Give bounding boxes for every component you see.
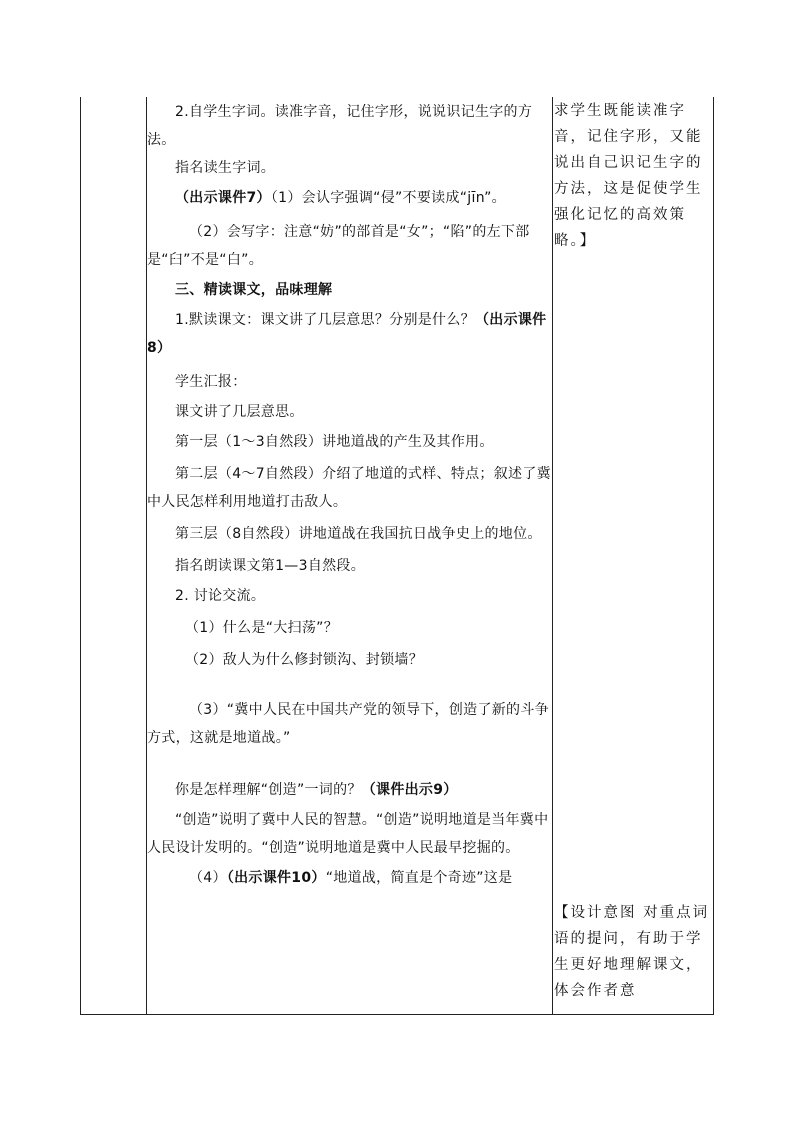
text: “地道战，简直是个奇迹”这是 [325,870,513,886]
text: （1）会认字强调“侵”不要读成“jīn”。 [270,190,506,206]
paragraph-courseware-7 [147,184,551,212]
text: 课文讲了几层意思。 [175,404,304,420]
text: 学生汇报： [175,374,247,390]
text: 指名读生字词。 [175,160,276,176]
paragraph-student-report [147,368,551,396]
table-bottom-border [80,1014,713,1015]
bold-text: （出示课件8） [147,312,547,356]
text: （4） [189,870,227,886]
paragraph-layer-1 [147,428,551,456]
bold-text: （出示课件7） [175,190,271,206]
paragraph-writing-notes [147,218,551,274]
paragraph-read-aloud [147,552,551,580]
text: （2）敌人为什么修封锁沟、封锁墙？ [185,652,424,668]
text: 2. 讨论交流。 [175,588,266,604]
text: （2）会写字：注意“妨”的部首是“女”；“陷”的左下部是“臼”不是“白”。 [147,224,530,268]
text: 你是怎样理解“创造”一词的？ [175,782,362,798]
text: 2.自学生字词。读准字音，记住字形，说说识记生字的方法。 [147,104,533,148]
design-note-1: 求学生既能读准字音，记住字形，又能说出自己识记生字的方法，这是促使学生强化记忆的高效策略。】 [554,103,703,249]
paragraph-read-words [147,154,551,182]
text: 第三层（8自然段）讲地道战在我国抗日战争史上的地位。 [175,526,542,542]
question-3 [147,696,551,752]
paragraph-create-question [147,776,551,804]
text: 第一层（1～3自然段）讲地道战的产生及其作用。 [175,434,494,450]
paragraph-discussion [147,582,551,610]
lesson-content-column [147,98,551,892]
text: 1.默读课文：课文讲了几层意思？分别是什么？ [175,312,475,328]
table-left-border [80,97,81,1015]
paragraph-silent-reading [147,306,551,362]
section-heading-3 [147,276,551,304]
paragraph-layer-3 [147,520,551,548]
bold-text: 三、精读课文，品味理解 [175,282,333,298]
paragraph-layers-intro [147,398,551,426]
text: 指名朗读课文第1—3自然段。 [175,558,366,574]
text: （1）什么是“大扫荡”？ [185,620,339,636]
question-1 [147,614,551,642]
table-column-divider-2 [552,97,553,1015]
bold-text: （出示课件10） [226,870,326,886]
table-right-border [713,97,714,1015]
text: （3）“冀中人民在中国共产党的领导下，创造了新的斗争方式，这就是地道战。” [147,702,549,746]
question-4 [147,864,551,892]
design-notes-column [554,98,712,999]
design-note-2: 【设计意图 对重点词语的提问，有助于学生更好地理解课文，体会作者意 [554,905,710,999]
text: 第二层（4～7自然段）介绍了地道的式样、特点；叙述了冀中人民怎样利用地道打击敌人。 [147,466,551,510]
question-2 [147,646,551,674]
bold-text: （课件出示9） [361,782,458,798]
paragraph-layer-2 [147,460,551,516]
paragraph-self-study [147,98,551,154]
paragraph-create-explanation [147,806,551,862]
text: “创造”说明了冀中人民的智慧。“创造”说明地道是当年冀中人民设计发明的。“创造”说明地道是冀中人民最早挖掘的。 [147,812,549,856]
